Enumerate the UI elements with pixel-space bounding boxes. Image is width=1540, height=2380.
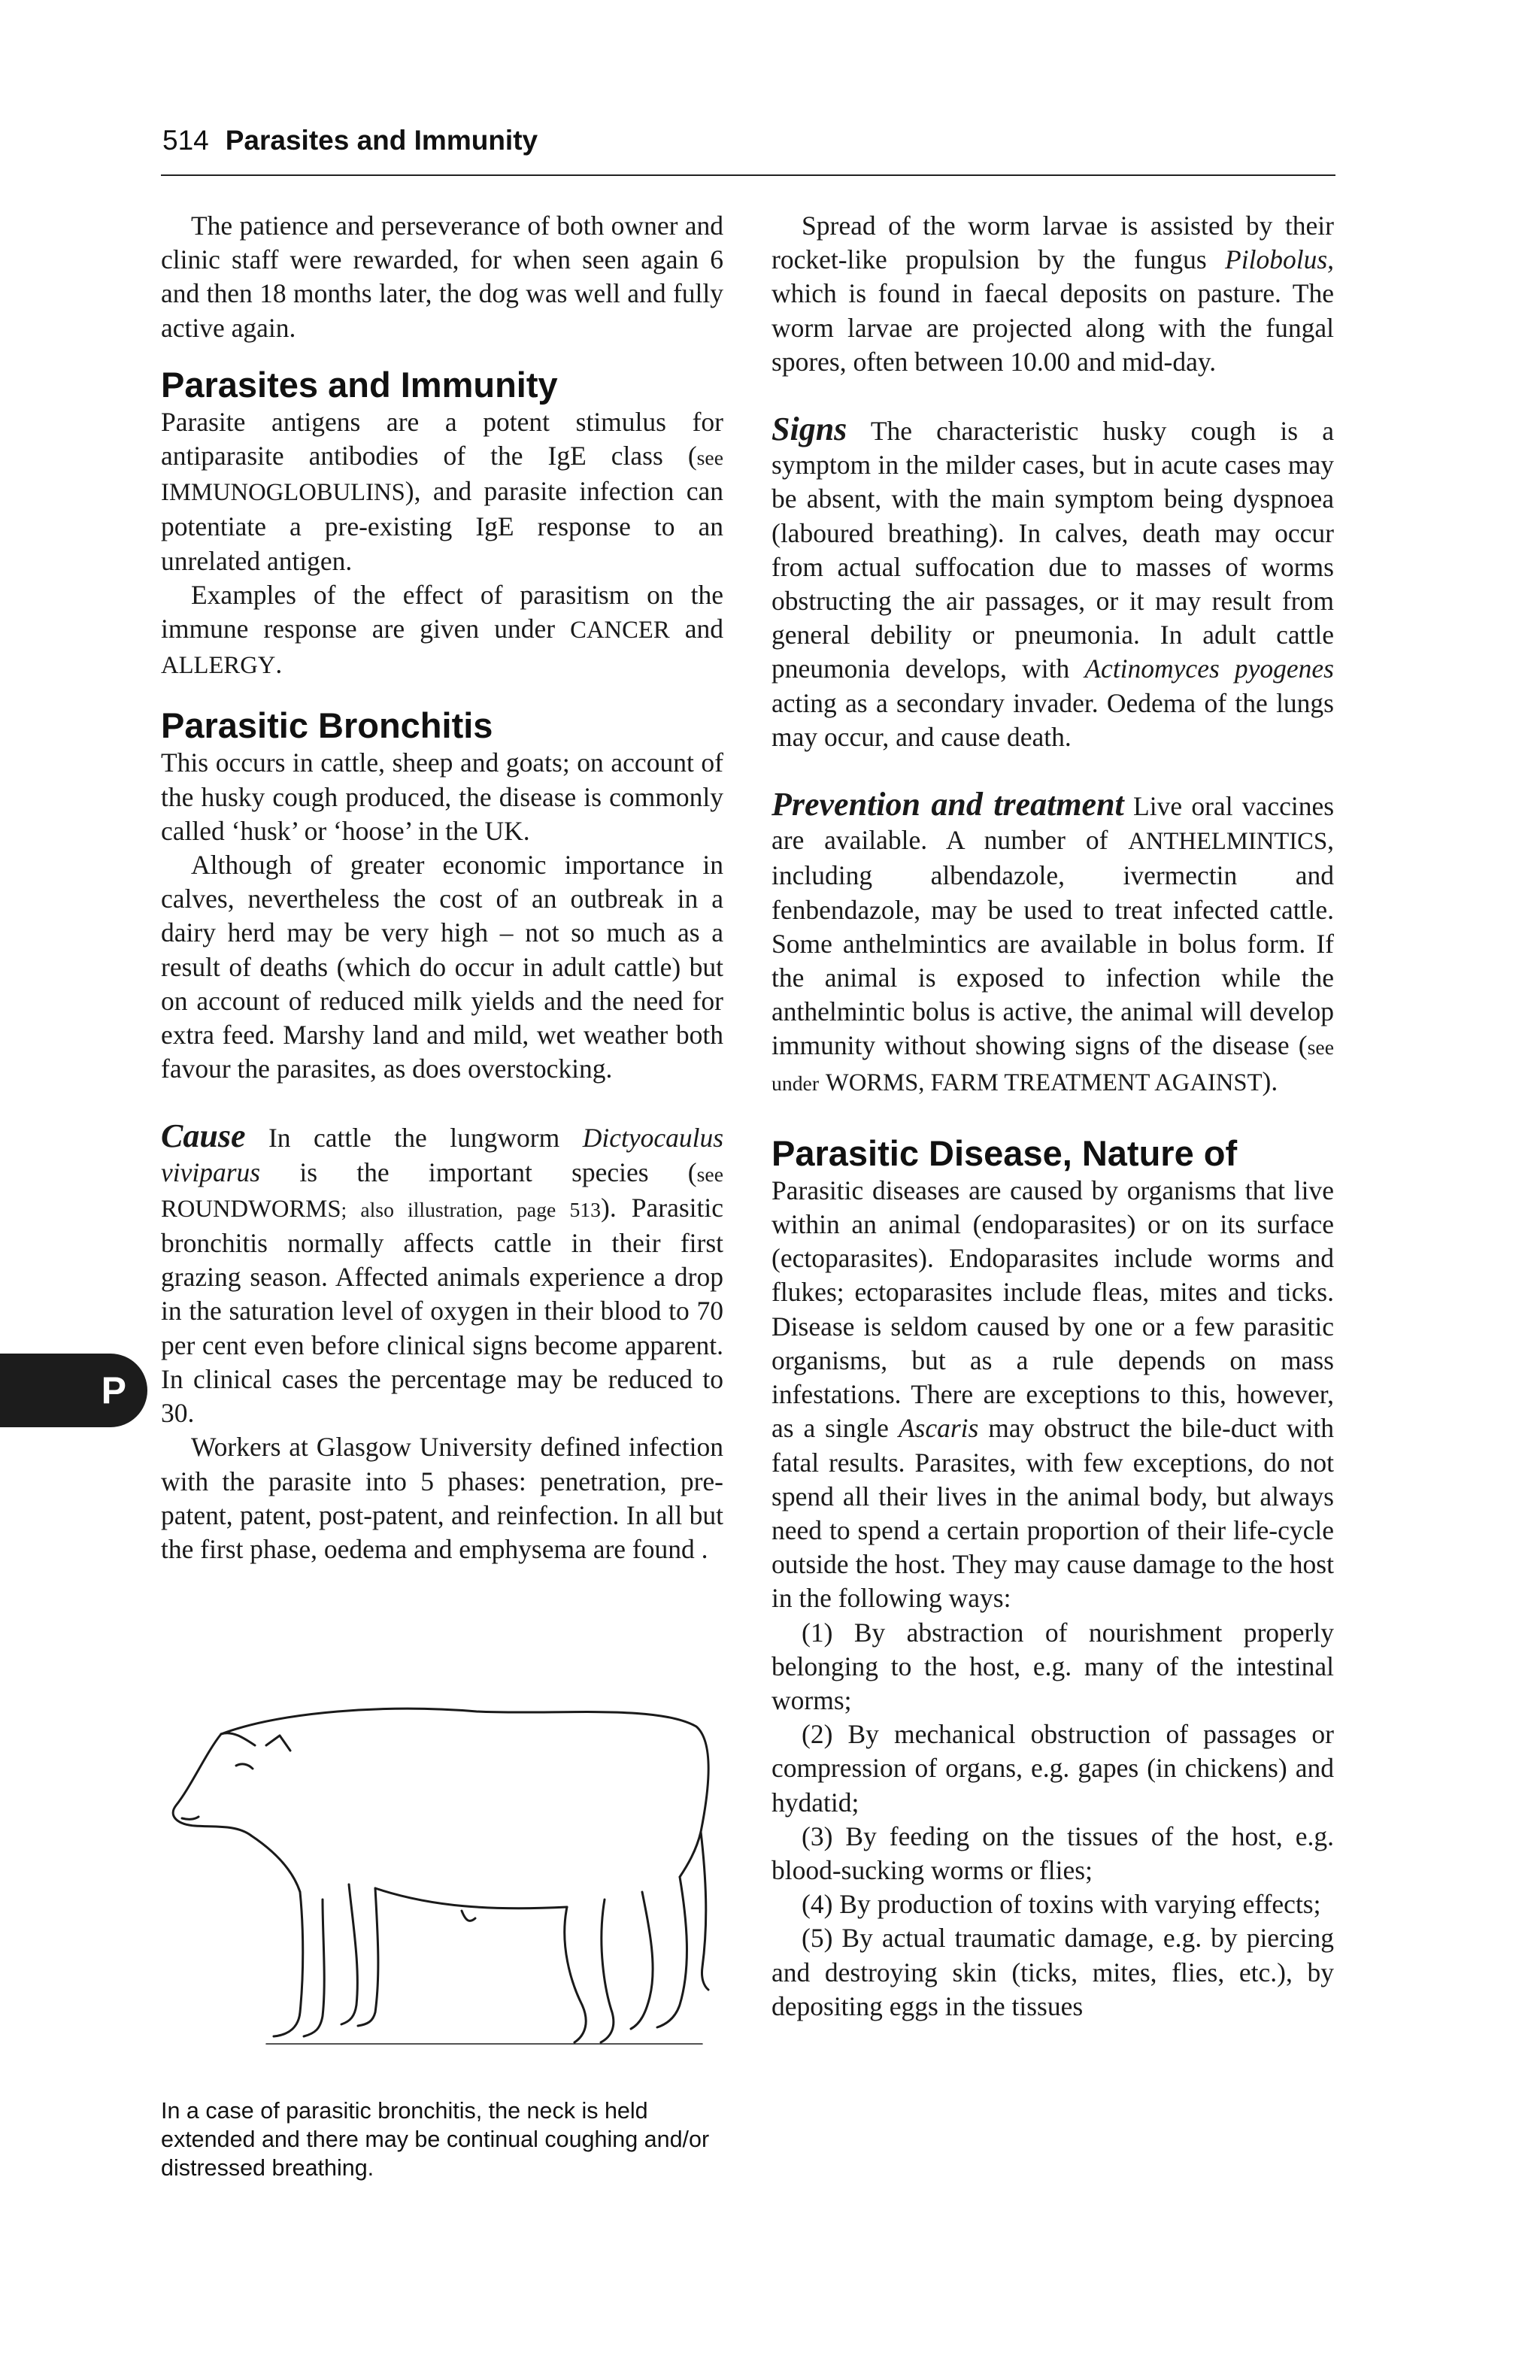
damage-item-4: (4) By production of toxins with varying effects;	[802, 1889, 1321, 1920]
bronchitis-paragraph-1: This occurs in cattle, sheep and goats; on account of the husky cough produced, the disease is commonly called ‘husk’ or ‘hoose’ in the UK.	[161, 747, 723, 846]
thumb-index-tab	[0, 1354, 147, 1427]
fungus-name: Pilobolus,	[1225, 244, 1335, 275]
parasites-immunity-paragraph-2: Examples of the effect of parasitism on the immune response are given under CANCER and ALLERGY.	[161, 579, 723, 680]
thumb-index-letter: P	[101, 1369, 126, 1411]
cross-ref-worms-farm-treatment: WORMS, FARM TREATMENT AGAINST	[825, 1069, 1263, 1096]
intro-paragraph: The patience and perseverance of both owner and clinic staff were rewarded, for when seen again 6 and then 18 months later, the dog was well and fully active again.	[161, 211, 723, 343]
prevention-paragraph: Prevention and treatment Live oral vaccines are available. A number of ANTHELMINTICS, including albendazole, ivermectin and fenbendazole, may be used to treat infected cattle. Some anthelmintics are available in bolus form. If the animal is exposed to infection while the anthelmintic bolus is active, the animal will develop immunity without showing signs of the disease (see under WORMS, FARM TREATMENT AGAINST).	[772, 786, 1335, 1096]
heading-parasitic-disease: Parasitic Disease, Nature of	[772, 1132, 1238, 1173]
subheading-signs: Signs	[772, 411, 847, 448]
damage-item-1: (1) By abstraction of nourishment properly belonging to the host, e.g. many of the intestinal worms;	[772, 1617, 1334, 1715]
heading-parasites-immunity: Parasites and Immunity	[161, 364, 558, 405]
damage-item-2: (2) By mechanical obstruction of passages or compression of organs, e.g. gapes (in chickens) and hydatid;	[772, 1719, 1334, 1818]
damage-item-5: (5) By actual traumatic damage, e.g. by piercing and destroying skin (ticks, mites, flies, etc.), by depositing eggs in the tissues	[772, 1923, 1334, 2021]
damage-item-3: (3) By feeding on the tissues of the host, e.g. blood-sucking worms or flies;	[772, 1821, 1334, 1885]
organism-name: Actinomyces pyogenes	[1084, 653, 1334, 684]
left-column	[161, 209, 723, 1566]
heading-parasitic-bronchitis: Parasitic Bronchitis	[161, 705, 493, 746]
running-title: Parasites and Immunity	[225, 125, 538, 156]
cross-ref-roundworms: ROUNDWORMS	[161, 1195, 341, 1223]
spread-paragraph: Spread of the worm larvae is assisted by their rocket-like propulsion by the fungus Pilobolus, which is found in faecal deposits on pasture. The worm larvae are projected along with the fungal spores, often between 10.00 and mid-day.	[772, 211, 1335, 377]
disease-paragraph-1: Parasitic diseases are caused by organisms that live within an animal (endoparasites) or on its surface (ectoparasites). Endoparasites include worms and flukes; ectoparasites include fleas, mites and ticks. Disease is seldom caused by one or a few parasitic organisms, but as a rule depends on mass infestations. There are exceptions to this, however, as a single Ascaris may obstruct the bile-duct with fatal results. Parasites, with few exceptions, do not spend all their lives in the animal body, but always need to spend a certain proportion of their life-cycle outside the host. They may cause damage to the host in the following ways:	[772, 1175, 1334, 1614]
cross-ref-immunoglobulins: IMMUNOGLOBULINS	[161, 479, 405, 507]
header-rule	[161, 174, 1335, 176]
subheading-cause: Cause	[161, 1117, 246, 1155]
calf-illustration	[161, 1681, 723, 2087]
cross-ref-cancer: CANCER	[570, 617, 670, 644]
ascaris-name: Ascaris	[898, 1413, 979, 1444]
right-column	[772, 209, 1334, 2024]
subheading-prevention-treatment: Prevention and treatment	[772, 786, 1124, 823]
signs-paragraph: Signs The characteristic husky cough is a symptom in the milder cases, but in acute cases may be absent, with the main symptom being dyspnoea (laboured breathing). In calves, death may occur from actual suffocation due to masses of worms obstructing the air passages, or it may result from general debility or pneumonia. In adult cattle pneumonia develops, with Actinomyces pyogenes acting as a secondary invader. Oedema of the lungs may occur, and cause death.	[772, 411, 1334, 752]
bronchitis-paragraph-3: Workers at Glasgow University defined infection with the parasite into 5 phases: penetration, pre-patent, patent, post-patent, and reinfection. In all but the first phase, oedema and emphysema are found .	[161, 1432, 723, 1564]
running-head	[162, 125, 538, 156]
species-name: Dictyocaulus viviparus	[161, 1123, 724, 1187]
cross-ref-anthelmintics: ANTHELMINTICS	[1128, 828, 1328, 856]
page-number: 514	[162, 125, 209, 156]
bronchitis-paragraph-2: Although of greater economic importance in calves, nevertheless the cost of an outbreak in a dairy herd may be very high – not so much as a result of deaths (which do occur in adult cattle) but on account of reduced milk yields and the need for extra feed. Marshy land and mild, wet weather both favour the parasites, as does overstocking.	[161, 850, 723, 1084]
parasites-immunity-paragraph-1: Parasite antigens are a potent stimulus for antiparasite antibodies of the IgE class (see IMMUNOGLOBULINS), and parasite infection can potentiate a pre-existing IgE response to an unrelated antigen.	[161, 406, 723, 576]
cause-paragraph: Cause In cattle the lungworm Dictyocaulus viviparus is the important species (see ROUNDWORMS; also illustration, page 513). Parasitic bronchitis normally affects cattle in their first grazing season. Affected animals experience a drop in the saturation level of oxygen in their blood to 70 per cent even before clinical signs become apparent. In clinical cases the percentage may be reduced to 30.	[161, 1117, 724, 1429]
cross-ref-allergy: ALLERGY	[161, 652, 276, 680]
figure-caption: In a case of parasitic bronchitis, the neck is held extended and there may be continual coughing and/or distressed breathing.	[161, 2098, 710, 2181]
